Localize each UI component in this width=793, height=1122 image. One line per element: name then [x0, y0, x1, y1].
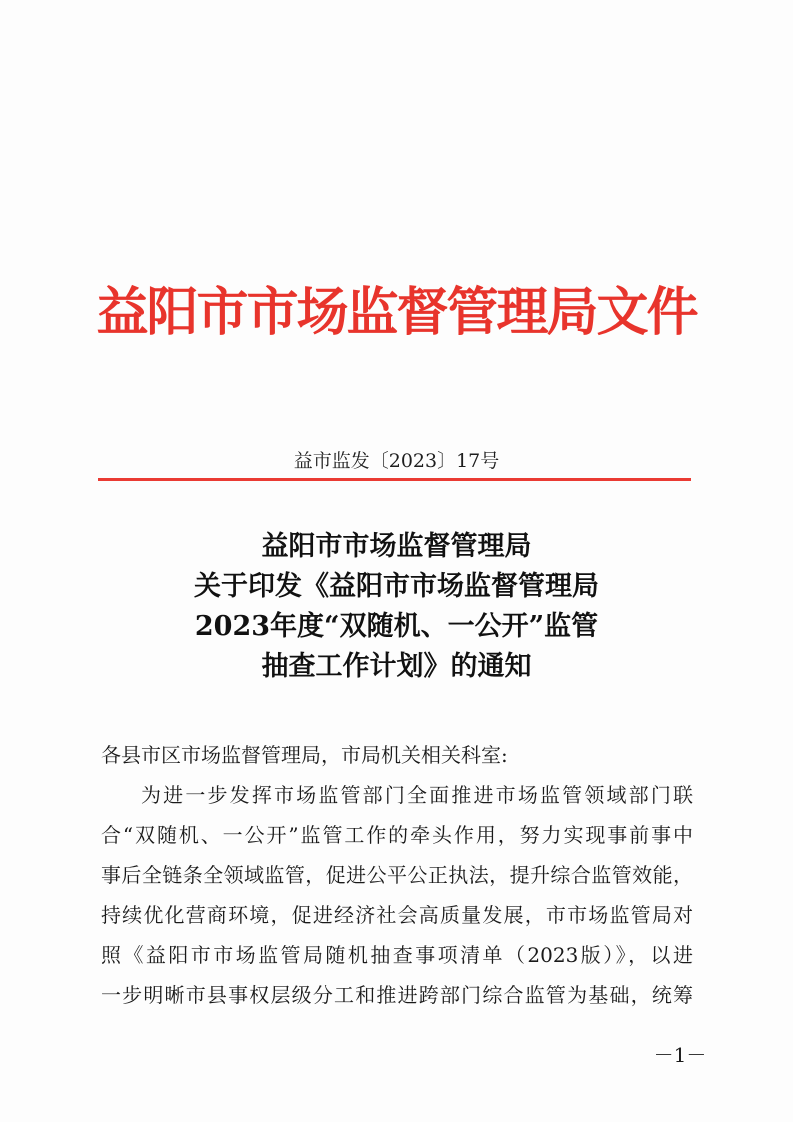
issuing-authority-title: 益阳市市场监督管理局文件: [96, 282, 697, 343]
body-paragraph: [101, 775, 693, 1015]
body-line: 照《益阳市市场监管局随机抽查事项清单（2023版）》，以进: [101, 943, 693, 967]
body-line: 为进一步发挥市场监管部门全面推进市场监管领域部门联: [141, 783, 693, 807]
red-separator-line: [98, 478, 691, 481]
notice-title-line: 关于印发《益阳市市场监督管理局: [194, 571, 599, 602]
body-line: 合“双随机、一公开”监管工作的牵头作用，努力实现事前事中: [101, 823, 693, 847]
page-number: －1－: [653, 1043, 707, 1067]
body-line: 持续优化营商环境，促进经济社会高质量发展，市市场监管局对: [101, 903, 693, 927]
body-line: 一步明晰市县事权层级分工和推进跨部门综合监管为基础，统筹: [101, 983, 693, 1007]
body-line: 事后全链条全领域监管，促进公平公正执法，提升综合监管效能，: [101, 863, 693, 887]
document-number: 益市监发〔2023〕17号: [293, 450, 500, 472]
addressee: 各县市区市场监督管理局，市局机关相关科室:: [101, 743, 508, 767]
notice-title-line: 2023年度“双随机、一公开”监管: [194, 611, 599, 642]
notice-title: [60, 527, 733, 687]
notice-title-line: 抽查工作计划》的通知: [261, 651, 532, 682]
notice-title-line: 益阳市市场监督管理局: [261, 531, 532, 562]
